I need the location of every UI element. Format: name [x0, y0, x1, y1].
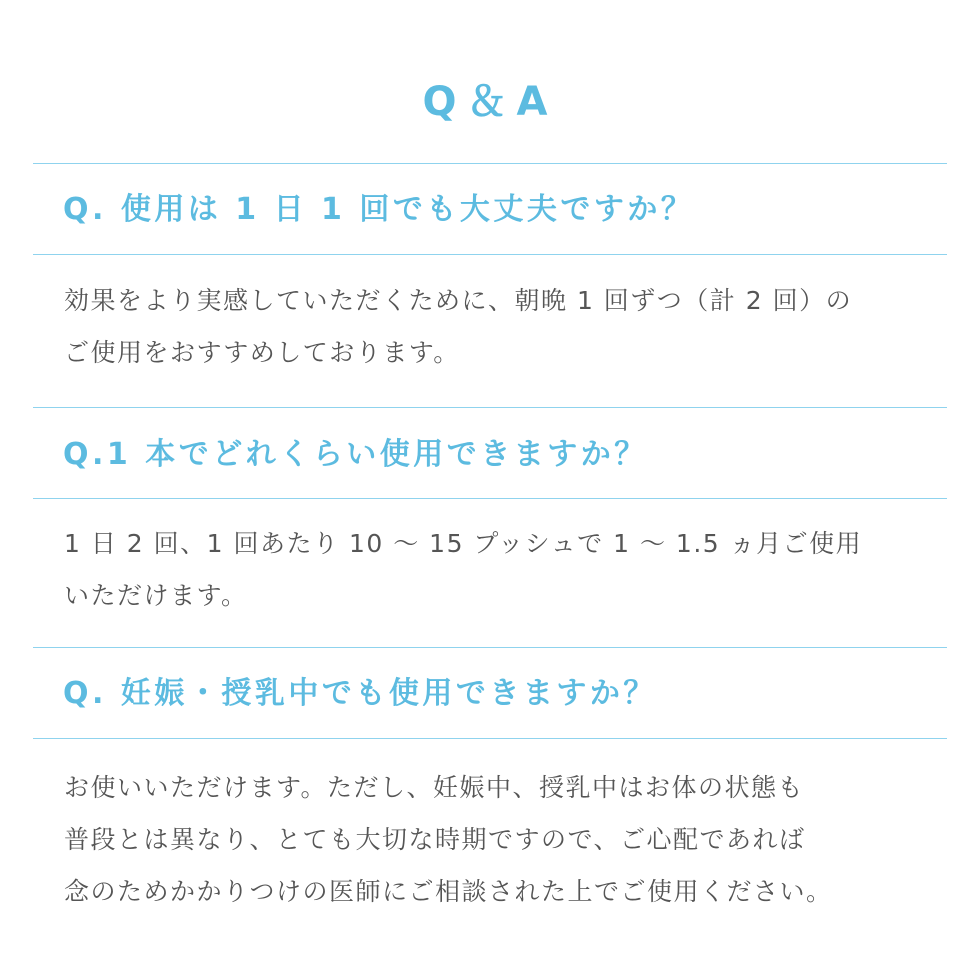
faq-answer-1-line-1: 効果をより実感していただくために、朝晩 1 回ずつ（計 2 回）の — [64, 286, 853, 315]
faq-answer-3-line-1: お使いいただけます。ただし、妊娠中、授乳中はお体の状態も — [64, 773, 805, 802]
divider — [33, 163, 947, 164]
faq-question-1: Q. 使用は 1 日 1 回でも大丈夫ですか？ — [63, 192, 695, 227]
faq-answer-2-line-1: 1 日 2 回、1 回あたり 10 ～ 15 プッシュで 1 ～ 1.5 ヵ月ご使用 — [64, 529, 863, 558]
faq-answer-3 — [64, 762, 944, 918]
divider — [33, 407, 947, 408]
faq-answer-2-line-2: いただけます。 — [64, 581, 248, 610]
faq-answer-3-line-3: 念のためかかりつけの医師にご相談された上でご使用ください。 — [64, 877, 833, 906]
faq-answer-1-line-2: ご使用をおすすめしております。 — [64, 338, 460, 367]
faq-question-2: Q.1 本でどれくらい使用できますか？ — [63, 437, 648, 472]
faq-question-3: Q. 妊娠・授乳中でも使用できますか？ — [63, 676, 657, 711]
divider — [33, 647, 947, 648]
divider — [33, 738, 947, 739]
faq-answer-1 — [64, 275, 944, 379]
divider — [33, 498, 947, 499]
faq-answer-2 — [64, 518, 944, 622]
faq-answer-3-line-2: 普段とは異なり、とても大切な時期ですので、ご心配であれば — [64, 825, 806, 854]
divider — [33, 254, 947, 255]
page-title: Q＆A — [422, 79, 558, 125]
